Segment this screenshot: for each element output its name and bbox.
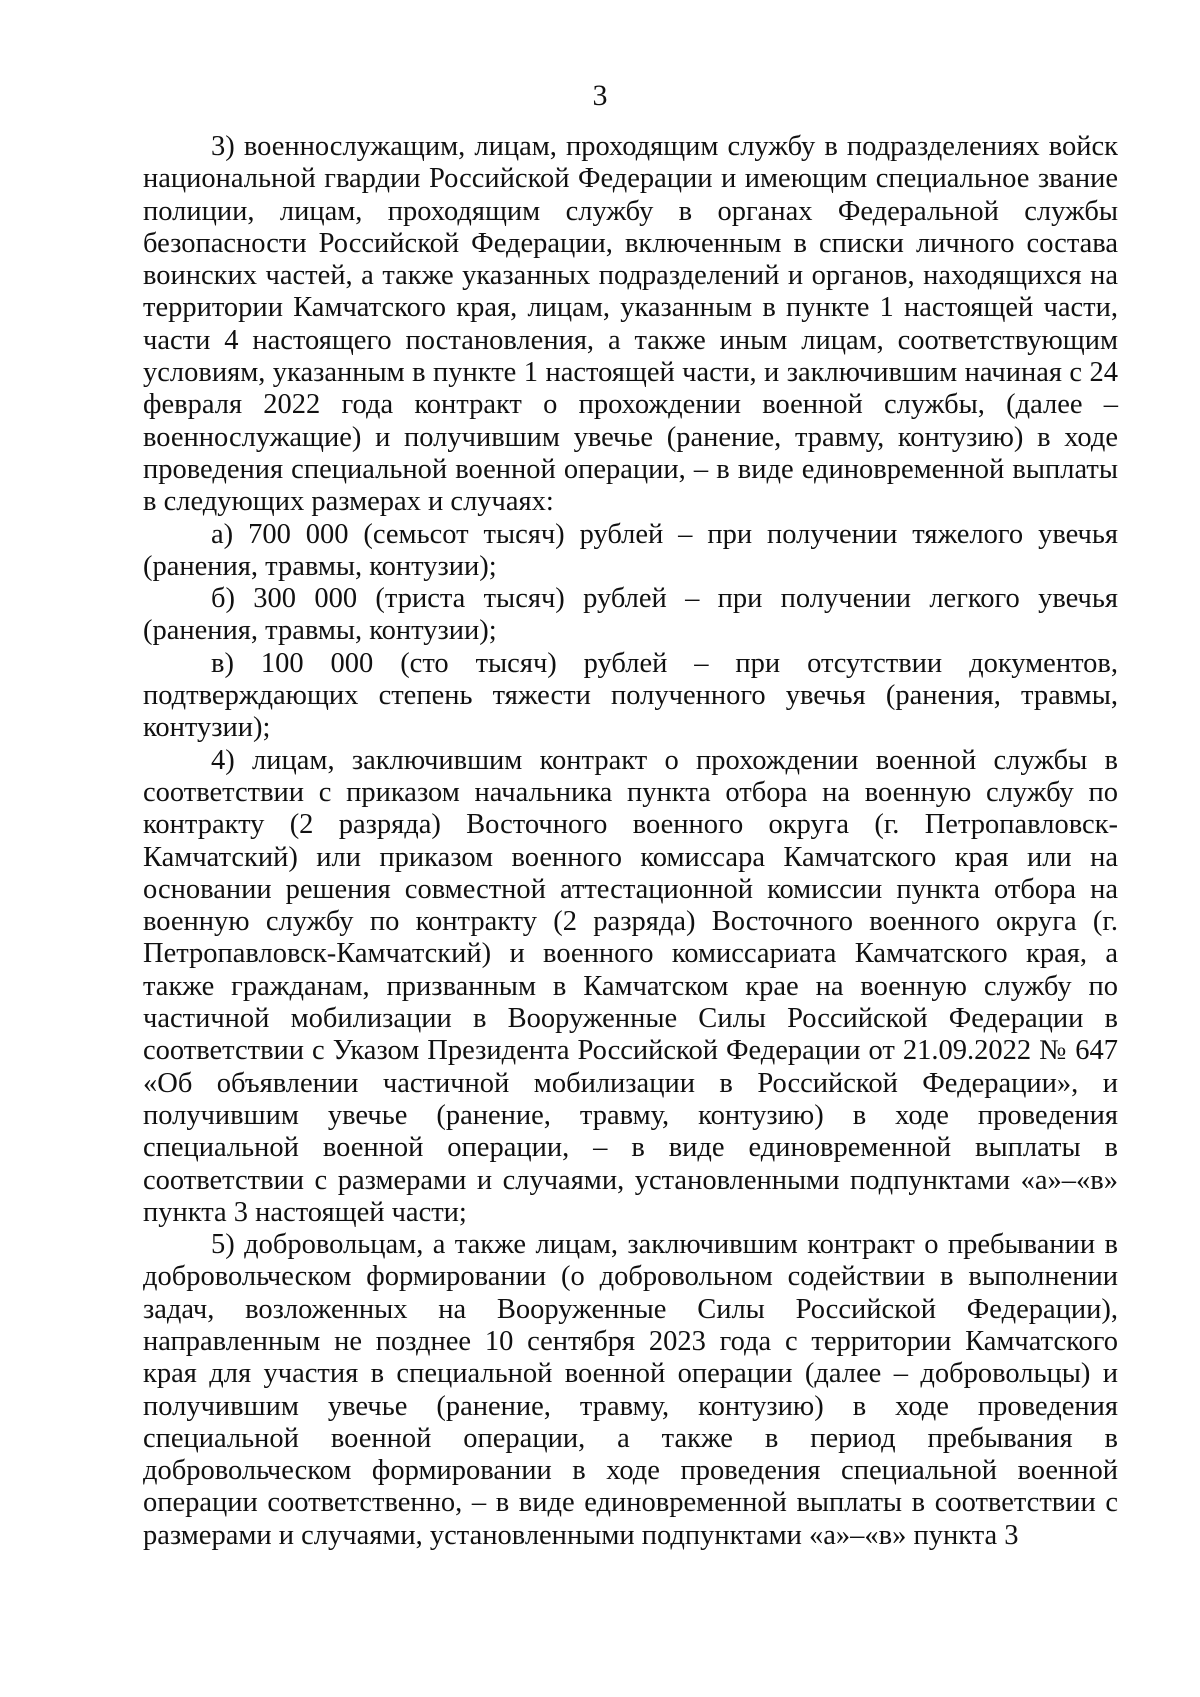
paragraph-subitem-v: в) 100 000 (сто тысяч) рублей – при отсутствии документов, подтверждающих степень тяжести полученного увечья (ранения, травмы, контузии); xyxy=(143,647,1118,744)
paragraph-item-3: 3) военнослужащим, лицам, проходящим службу в подразделениях войск национальной гвардии Российской Федерации и имеющим специальное звание полиции, лицам, проходящим службу в органах Федеральной службы безопасности Российской Федерации, включенным в списки личного состава воинских частей, а также указанных подразделений и органов, находящихся на территории Камчатского края, лицам, указанным в пункте 1 настоящей части, части 4 настоящего постановления, а также иным лицам, соответствующим условиям, указанным в пункте 1 настоящей части, и заключившим начиная с 24 февраля 2022 года контракт о прохождении военной службы, (далее – военнослужащие) и получившим увечье (ранение, травму, контузию) в ходе проведения специальной военной операции, – в виде единовременной выплаты в следующих размерах и случаях: xyxy=(143,131,1118,518)
page-number: 3 xyxy=(592,79,608,112)
paragraph-subitem-b: б) 300 000 (триста тысяч) рублей – при получении легкого увечья (ранения, травмы, контузии); xyxy=(143,583,1118,647)
paragraph-subitem-a: а) 700 000 (семьсот тысяч) рублей – при получении тяжелого увечья (ранения, травмы, контузии); xyxy=(143,518,1118,582)
paragraph-item-4: 4) лицам, заключившим контракт о прохождении военной службы в соответствии с приказом начальника пункта отбора на военную службу по контракту (2 разряда) Восточного военного округа (г. Петропавловск-Камчатский) или приказом военного комиссара Камчатского края или на основании решения совместной аттестационной комиссии пункта отбора на военную службу по контракту (2 разряда) Восточного военного округа (г. Петропавловск-Камчатский) и военного комиссариата Камчатского края, а также гражданам, призванным в Камчатском крае на военную службу по частичной мобилизации в Вооруженные Силы Российской Федерации в соответствии с Указом Президента Российской Федерации от 21.09.2022 № 647 «Об объявлении частичной мобилизации в Российской Федерации», и получившим увечье (ранение, травму, контузию) в ходе проведения специальной военной операции, – в виде единовременной выплаты в соответствии с размерами и случаями, установленными подпунктами «а»–«в» пункта 3 настоящей части; xyxy=(143,744,1118,1228)
paragraph-item-5: 5) добровольцам, а также лицам, заключившим контракт о пребывании в добровольческом формировании (о добровольном содействии в выполнении задач, возложенных на Вооруженные Силы Российской Федерации), направленным не позднее 10 сентября 2023 года с территории Камчатского края для участия в специальной военной операции (далее – добровольцы) и получившим увечье (ранение, травму, контузию) в ходе проведения специальной военной операции, а также в период пребывания в добровольческом формировании в ходе проведения специальной военной операции соответственно, – в виде единовременной выплаты в соответствии с размерами и случаями, установленными подпунктами «а»–«в» пункта 3 xyxy=(143,1229,1118,1551)
document-body xyxy=(143,131,1118,1552)
